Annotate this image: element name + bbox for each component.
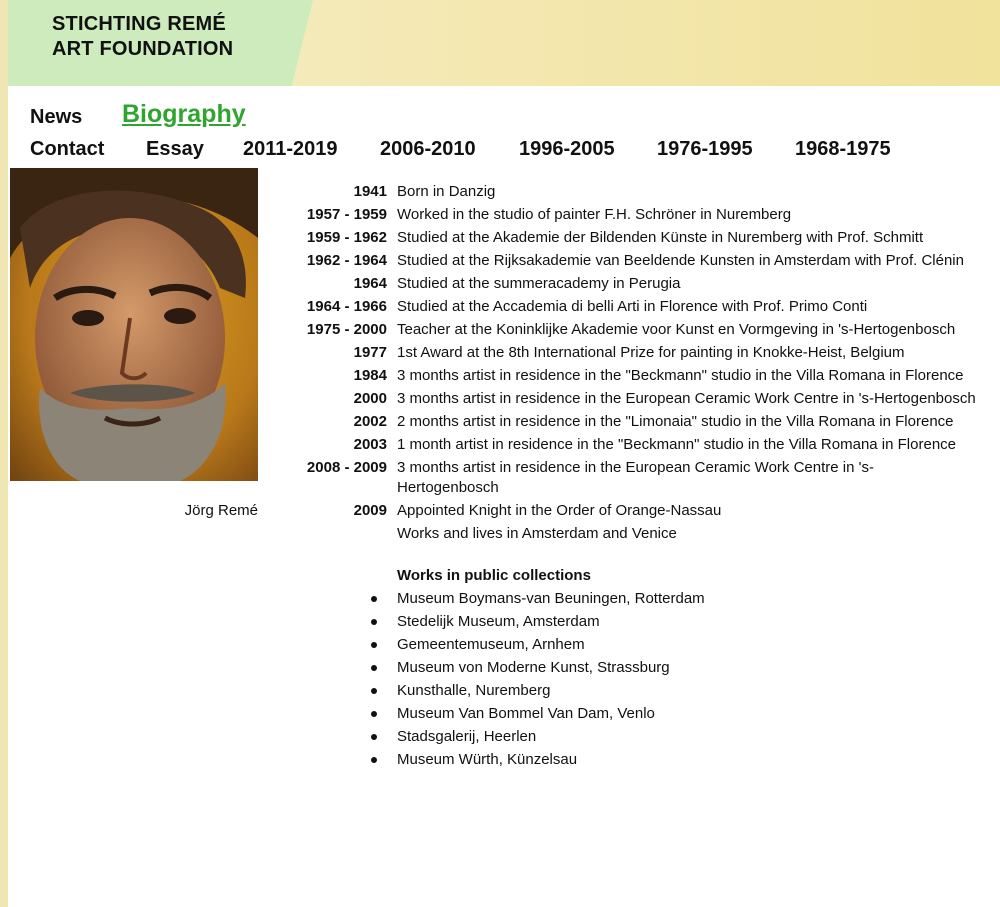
biography-content bbox=[288, 182, 988, 773]
timeline-row bbox=[288, 343, 988, 363]
collection-name: Museum Van Bommel Van Dam, Venlo bbox=[397, 705, 655, 722]
timeline-year: 2002 bbox=[353, 413, 387, 430]
timeline-year: 1964 bbox=[353, 275, 387, 292]
timeline-text: Studied at the Accademia di belli Arti in Florence with Prof. Primo Conti bbox=[397, 298, 868, 315]
list-item bbox=[288, 658, 988, 678]
portrait-illustration bbox=[10, 168, 258, 481]
timeline-year bbox=[288, 524, 387, 544]
timeline-text: 3 months artist in residence in the European Ceramic Work Centre in 's-Hertogenbosch bbox=[397, 459, 874, 496]
bullet-icon bbox=[288, 727, 397, 747]
collection-name: Stedelijk Museum, Amsterdam bbox=[397, 613, 600, 630]
timeline-text: Works and lives in Amsterdam and Venice bbox=[397, 525, 677, 542]
left-border-strip bbox=[0, 0, 8, 907]
nav-period-1968-1975[interactable]: 1968-1975 bbox=[795, 138, 891, 160]
brand-line-1: STICHTING REMÉ bbox=[52, 13, 226, 35]
timeline-year: 2008 - 2009 bbox=[306, 459, 387, 476]
bullet-icon bbox=[288, 589, 397, 609]
nav-news[interactable]: News bbox=[30, 106, 83, 128]
list-item bbox=[288, 704, 988, 724]
nav-period-1996-2005[interactable]: 1996-2005 bbox=[519, 138, 615, 160]
timeline-year: 2003 bbox=[353, 436, 387, 453]
timeline-row bbox=[288, 320, 988, 340]
timeline-year: 1962 - 1964 bbox=[306, 252, 387, 269]
foundation-logo-text[interactable] bbox=[52, 12, 233, 62]
timeline-text: Appointed Knight in the Order of Orange-Nassau bbox=[397, 502, 722, 519]
nav-contact[interactable]: Contact bbox=[30, 138, 105, 160]
timeline-row bbox=[288, 389, 988, 409]
timeline-row bbox=[288, 205, 988, 225]
nav-period-2006-2010[interactable]: 2006-2010 bbox=[380, 138, 476, 160]
collections-list bbox=[288, 589, 988, 770]
portrait-caption: Jörg Remé bbox=[184, 502, 258, 519]
nav-period-2011-2019[interactable]: 2011-2019 bbox=[243, 138, 338, 160]
timeline-row bbox=[288, 458, 988, 498]
timeline-year: 1975 - 2000 bbox=[306, 321, 387, 338]
brand-line-2: ART FOUNDATION bbox=[52, 38, 234, 60]
timeline-row bbox=[288, 435, 988, 455]
timeline-year: 1959 - 1962 bbox=[306, 229, 387, 246]
timeline-year: 2000 bbox=[353, 390, 387, 407]
bullet-icon bbox=[288, 681, 397, 701]
collection-name: Stadsgalerij, Heerlen bbox=[397, 728, 537, 745]
bullet-icon bbox=[288, 750, 397, 770]
collection-name: Museum von Moderne Kunst, Strassburg bbox=[397, 659, 670, 676]
list-item bbox=[288, 635, 988, 655]
timeline-text: 3 months artist in residence in the European Ceramic Work Centre in 's-Hertogenbosch bbox=[397, 390, 976, 407]
timeline-text: 2 months artist in residence in the "Limonaia" studio in the Villa Romana in Florence bbox=[397, 413, 954, 430]
timeline-text: Studied at the Rijksakademie van Beeldende Kunsten in Amsterdam with Prof. Clénin bbox=[397, 252, 964, 269]
timeline-text: Worked in the studio of painter F.H. Schröner in Nuremberg bbox=[397, 206, 792, 223]
list-item bbox=[288, 612, 988, 632]
timeline-text: 1 month artist in residence in the "Beckmann" studio in the Villa Romana in Florence bbox=[397, 436, 956, 453]
bullet-icon bbox=[288, 704, 397, 724]
nav-biography[interactable]: Biography bbox=[122, 100, 246, 128]
bullet-icon bbox=[288, 635, 397, 655]
timeline-text: Studied at the summeracademy in Perugia bbox=[397, 275, 681, 292]
timeline-text: 1st Award at the 8th International Prize for painting in Knokke-Heist, Belgium bbox=[397, 344, 905, 361]
list-item bbox=[288, 727, 988, 747]
timeline-row bbox=[288, 228, 988, 248]
bullet-icon bbox=[288, 612, 397, 632]
collections-heading: Works in public collections bbox=[397, 567, 591, 584]
timeline-text: Teacher at the Koninklijke Akademie voor Kunst en Vormgeving in 's-Hertogenbosch bbox=[397, 321, 956, 338]
bullet-icon bbox=[288, 658, 397, 678]
list-item bbox=[288, 750, 988, 770]
timeline-row bbox=[288, 366, 988, 386]
timeline-row bbox=[288, 501, 988, 521]
timeline-text: Studied at the Akademie der Bildenden Künste in Nuremberg with Prof. Schmitt bbox=[397, 229, 924, 246]
collection-name: Museum Boymans-van Beuningen, Rotterdam bbox=[397, 590, 705, 607]
timeline-text: Born in Danzig bbox=[397, 183, 496, 200]
timeline-text: 3 months artist in residence in the "Beckmann" studio in the Villa Romana in Florence bbox=[397, 367, 964, 384]
timeline-year: 1957 - 1959 bbox=[306, 206, 387, 223]
timeline-row bbox=[288, 274, 988, 294]
timeline-row bbox=[288, 297, 988, 317]
timeline-year: 1984 bbox=[353, 367, 387, 384]
timeline-year: 1964 - 1966 bbox=[306, 298, 387, 315]
timeline-row bbox=[288, 182, 988, 202]
collection-name: Gemeentemuseum, Arnhem bbox=[397, 636, 585, 653]
timeline-year: 1977 bbox=[353, 344, 387, 361]
list-item bbox=[288, 589, 988, 609]
timeline-row bbox=[288, 524, 988, 544]
timeline-row bbox=[288, 412, 988, 432]
collection-name: Kunsthalle, Nuremberg bbox=[397, 682, 551, 699]
nav-essay[interactable]: Essay bbox=[146, 138, 204, 160]
nav-period-1976-1995[interactable]: 1976-1995 bbox=[657, 138, 753, 160]
timeline-row bbox=[288, 251, 988, 271]
timeline-year: 1941 bbox=[353, 183, 387, 200]
artist-portrait bbox=[10, 168, 258, 481]
timeline-year: 2009 bbox=[353, 502, 387, 519]
collection-name: Museum Würth, Künzelsau bbox=[397, 751, 578, 768]
list-item bbox=[288, 681, 988, 701]
